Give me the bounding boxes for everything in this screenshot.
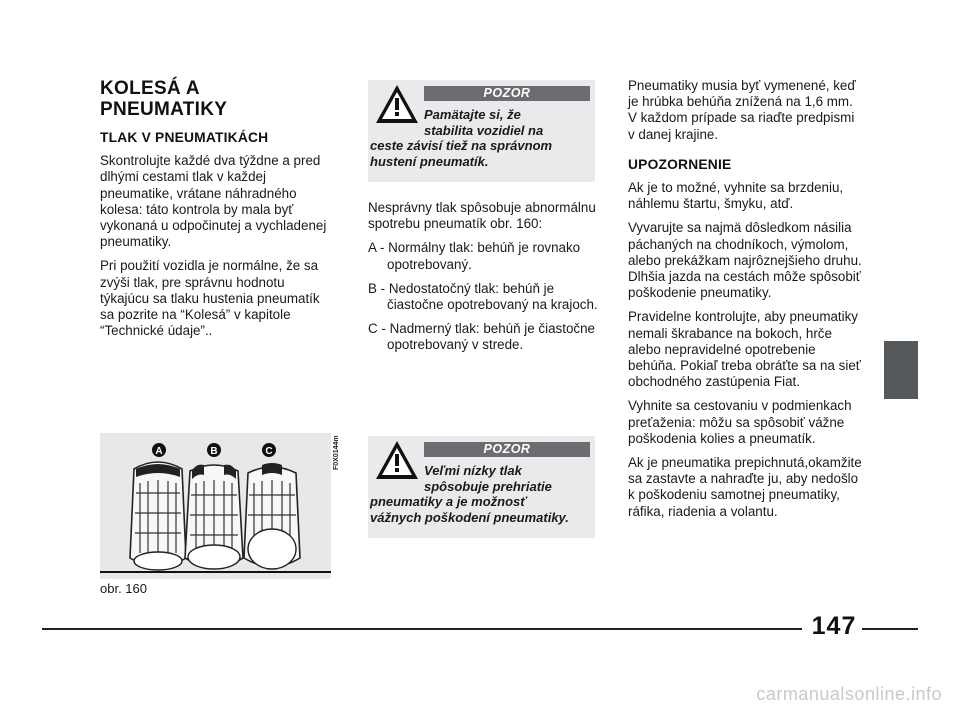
chapter-tab [884, 341, 918, 399]
paragraph: Vyvarujte sa najmä dôsledkom násilia páchaných na chodníkoch, výmolom, alebo prekážkam najrôznejšieho druhu. Dlhšia jazda na cestách môže spôsobiť poškodenie pneumatiky. [628, 220, 862, 301]
column-right [628, 78, 864, 528]
paragraph: Nesprávny tlak spôsobuje abnormálnu spotrebu pneumatík obr. 160: [368, 200, 596, 232]
paragraph: Ak je to možné, vyhnite sa brzdeniu, náhlemu štartu, šmyku, atď. [628, 180, 844, 212]
footer-rule [42, 628, 802, 630]
tire-illustration [100, 433, 331, 579]
column-left [100, 78, 335, 347]
footer-rule [862, 628, 918, 630]
figure-code: F0X0144m [333, 435, 340, 470]
watermark: carmanualsonline.info [756, 684, 942, 704]
paragraph: Vyhnite sa cestovaniu v podmienkach preťaženia: môžu sa spôsobiť vážne poškodenia kolies a pneumatík. [628, 398, 852, 446]
column-middle [368, 200, 600, 362]
figure-label-b: B [210, 446, 218, 457]
paragraph: Pneumatiky musia byť vymenené, keď je hrúbka behúňa znížená na 1,6 mm. V každom prípade sa riaďte predpismi v danej krajine. [628, 78, 856, 142]
subsection-title: TLAK V PNEUMATIKÁCH [100, 130, 269, 145]
tire-a [130, 462, 186, 570]
warning-box [368, 436, 595, 538]
warning-text: Pamätajte si, že stabilita vozidiel na ceste závisí tiež na správnom hustení pneumatík. [370, 107, 553, 169]
warning-label: POZOR [424, 86, 590, 101]
paragraph: Skontrolujte každé dva týždne a pred dlhými cestami tlak v každej pneumatike, vrátane náhradného kolesa: táto kontrola by mala byť vykonaná u odpočinutej a vychladenej pneumatiky. [100, 153, 327, 250]
section-title-line2: PNEUMATIKY [100, 99, 228, 120]
warning-box [368, 80, 595, 182]
figure-label-a: A [155, 446, 163, 457]
paragraph: Pri použití vozidla je normálne, že sa zvýši tlak, pre správnu hodnotu týkajúcu sa tlaku hustenia pneumatík sa pozrite na “Kolesá” v kapitole “Technické údaje”.. [100, 258, 320, 339]
section-title-line1: KOLESÁ A [100, 78, 200, 99]
section-title [100, 78, 335, 120]
figure-label-c: C [265, 446, 273, 457]
warning-label: POZOR [424, 442, 590, 457]
tire-wear-figure [100, 433, 331, 579]
upozornenie-heading: UPOZORNENIE [628, 156, 732, 172]
tire-c [244, 463, 300, 569]
list-item: C - Nadmerný tlak: behúň je čiastočne opotrebovaný v strede. [368, 321, 596, 353]
page-number: 147 [811, 612, 857, 640]
warning-text: Veľmi nízky tlak spôsobuje prehriatie pneumatiky a je možnosť vážnych poškodení pneumatiky. [370, 463, 569, 525]
figure-caption: obr. 160 [100, 581, 147, 596]
paragraph: Ak je pneumatika prepichnutá,okamžite sa zastavte a nahraďte ju, aby nedošlo k poškodeniu samotnej pneumatiky, ráfika, riadenia a volantu. [628, 455, 862, 519]
paragraph: Pravidelne kontrolujte, aby pneumatiky nemali škrabance na bokoch, hrče alebo nepravidelné opotrebenie behúňa. Pokiaľ treba obráťte sa na sieť obchodného zastúpenia Fiat. [628, 309, 861, 390]
list-item: B - Nedostatočný tlak: behúň je čiastočne opotrebovaný na krajoch. [368, 280, 598, 313]
tire-b [185, 465, 243, 569]
list-item: A - Normálny tlak: behúň je rovnako opotrebovaný. [368, 240, 581, 272]
